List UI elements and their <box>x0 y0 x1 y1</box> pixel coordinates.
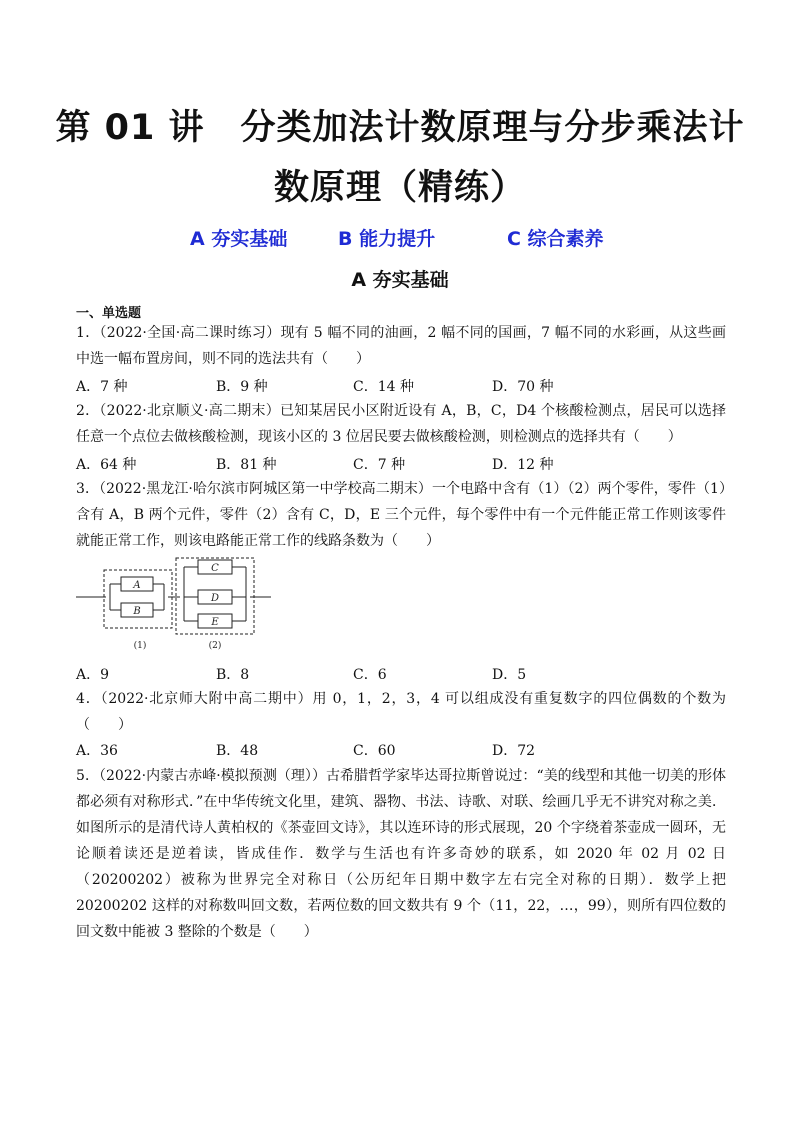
question-1: 1．（2022·全国·高二课时练习）现有 5 幅不同的油画，2 幅不同的国画，7 幅不同的水彩画，从这些画中选一幅布置房间，则不同的选法共有（ ） <box>76 325 726 367</box>
option-b: B．8 <box>216 667 250 683</box>
circuit-diagram <box>76 552 276 654</box>
option-a: A．9 <box>76 667 110 683</box>
option-b: B．81 种 <box>216 457 277 473</box>
page-title-line-2: 数原理（精练） <box>273 168 526 208</box>
option-c: C．7 种 <box>353 457 406 473</box>
option-d: D．72 <box>492 743 536 759</box>
option-b: B．48 <box>216 743 259 759</box>
option-d: D．5 <box>492 667 527 683</box>
question-1-options <box>76 376 726 398</box>
part-2-label: (2) <box>208 641 222 651</box>
component-b-label: B <box>133 606 141 617</box>
nav-link-comprehensive[interactable]: C 综合素养 <box>507 228 604 250</box>
component-c-label: C <box>211 563 219 574</box>
option-c: C．6 <box>353 667 387 683</box>
component-d-label: D <box>210 593 220 604</box>
option-a: A．64 种 <box>76 457 137 473</box>
part-1-label: (1) <box>133 641 147 651</box>
option-b: B．9 种 <box>216 379 268 395</box>
component-e-label: E <box>211 617 219 628</box>
option-c: C．60 <box>353 743 396 759</box>
option-a: A．7 种 <box>76 379 128 395</box>
section-heading: A 夯实基础 <box>351 269 449 291</box>
question-4-options <box>76 740 726 762</box>
nav-link-basic[interactable]: A 夯实基础 <box>190 228 288 250</box>
question-2: 2．（2022·北京顺义·高二期末）已知某居民小区附近设有 A，B，C，D4 个核酸检测点，居民可以选择任意一个点位去做核酸检测，现该小区的 3 位居民要去做核酸检测，则检测点的选择共有（ ） <box>76 403 726 445</box>
nav-link-improve[interactable]: B 能力提升 <box>338 228 436 250</box>
component-a-label: A <box>133 580 141 591</box>
section-nav <box>0 224 800 252</box>
part-heading: 一、单选题 <box>76 306 142 321</box>
question-3: 3．（2022·黑龙江·哈尔滨市阿城区第一中学校高二期末）一个电路中含有（1）（2）两个零件，零件（1）含有 A，B 两个元件，零件（2）含有 C，D，E 三个元件，每个零件中有一个元件能正常工作则该零件就能正常工作，则该电路能正常工作的线路条数为（ ） <box>76 481 726 549</box>
option-d: D．70 种 <box>492 379 554 395</box>
option-c: C．14 种 <box>353 379 414 395</box>
question-5: 5．（2022·内蒙古赤峰·模拟预测（理））古希腊哲学家毕达哥拉斯曾说过：“美的线型和其他一切美的形体都必须有对称形式．”在中华传统文化里，建筑、器物、书法、诗歌、对联、绘画几乎无不讲究对称之美．如图所示的是清代诗人黄柏权的《茶壶回文诗》，其以连环诗的形式展现，20 个字绕着茶壶成一圆环，无论顺着读还是逆着读，皆成佳作．数学与生活也有许多奇妙的联系，如 2020 年 02 月 02 日（20200202）被称为世界完全对称日（公历纪年日期中数字左右完全对称的日期）．数学上把 20200202 这样的对称数叫回文数，若两位数的回文数共有 9 个（11，22，…，99），则所有四位数的回文数中能被 3 整除的个数是（ ） <box>76 768 726 940</box>
question-4: 4．（2022·北京师大附中高二期中）用 0，1，2，3，4 可以组成没有重复数字的四位偶数的个数为（ ） <box>76 691 726 733</box>
question-3-options <box>76 664 726 686</box>
option-d: D．12 种 <box>492 457 554 473</box>
option-a: A．36 <box>76 743 118 759</box>
question-2-options <box>76 454 726 476</box>
page-title-line-1: 第 01 讲 分类加法计数原理与分步乘法计 <box>55 108 745 148</box>
